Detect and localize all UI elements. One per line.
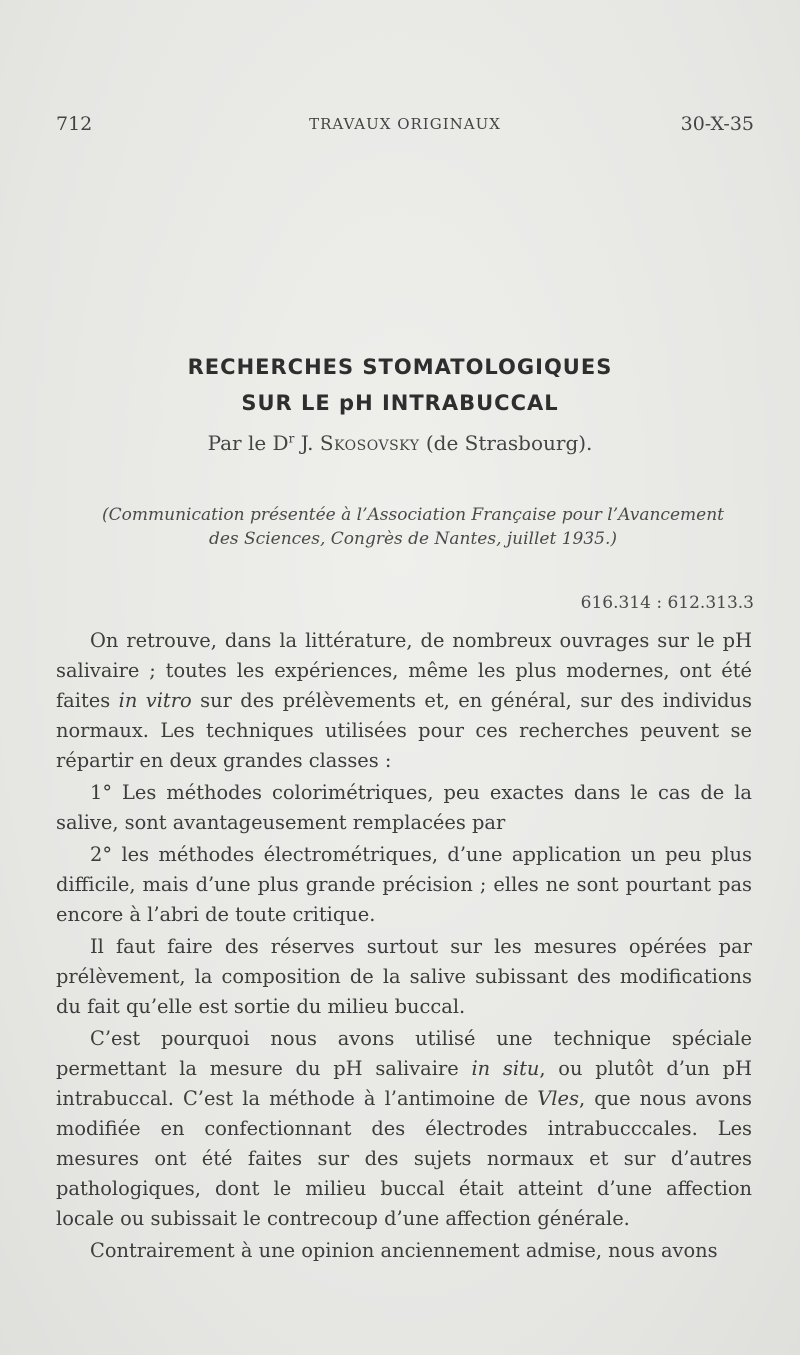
p1-italic: in vitro (118, 689, 192, 712)
p1-text-b: sur des prélèvements et, en général, sur des individus normaux. Les techniques utilisées pour ces recherches peuvent se répartir en deux grandes classes : (56, 689, 752, 772)
page-number: 712 (56, 113, 93, 135)
author-name: Skosovsky (319, 431, 420, 455)
p5-italic-1: in situ (471, 1057, 540, 1080)
author-byline (0, 431, 800, 455)
paragraph-3: 2° les méthodes électrométriques, d’une application un peu plus difficile, mais d’une plus grande précision ; elles ne sont pourtant pas encore à l’abri de toute critique. (56, 843, 752, 926)
p1-text-a: On retrouve, dans la littérature, de nombreux ouvrages sur le pH salivaire ; toutes les expériences, même les plus modernes, ont été faites (56, 629, 752, 712)
issue-date: 30-X-35 (680, 113, 754, 135)
classification-code: 616.314 : 612.313.3 (580, 593, 754, 613)
communication-note (72, 503, 754, 551)
paragraph-1 (56, 626, 752, 776)
article-title-line-2: SUR LE pH INTRABUCCAL (241, 391, 559, 415)
paragraph-6: Contrairement à une opinion anciennement admise, nous avons (90, 1239, 718, 1262)
p5-italic-2: Vles (537, 1087, 579, 1110)
byline-initial: J. (300, 431, 314, 455)
paragraph-4: Il faut faire des réserves surtout sur les mesures opérées par prélèvement, la composition de la salive subissant des modifications du fait qu’elle est sortie du milieu buccal. (56, 935, 752, 1018)
p5-text-c: , que nous avons modifiée en confectionnant des électrodes intrabucccales. Les mesures ont été faites sur des sujets normaux et sur d’autres pathologiques, dont le milieu buccal était atteint d’une affection locale ou subissait le contrecoup d’une affection générale. (56, 1087, 752, 1230)
article-body (56, 626, 752, 1266)
p5-text-a: C’est pourquoi nous avons utilisé une technique spéciale permettant la mesure du pH salivaire (56, 1027, 752, 1080)
paragraph-2: 1° Les méthodes colorimétriques, peu exactes dans le cas de la salive, sont avantageusement remplacées par (56, 781, 752, 834)
paragraph-5 (56, 1024, 752, 1234)
communication-line-1: (Communication présentée à l’Association Française pour l’Avancement (102, 505, 724, 525)
byline-sup: r (288, 431, 295, 446)
communication-line-2: des Sciences, Congrès de Nantes, juillet 1935.) (208, 529, 618, 549)
byline-prefix: Par le D (207, 431, 289, 455)
running-title: TRAVAUX ORIGINAUX (309, 115, 501, 133)
byline-affiliation: (de Strasbourg). (425, 431, 593, 455)
article-title-line-1: RECHERCHES STOMATOLOGIQUES (187, 355, 613, 379)
running-header (56, 113, 754, 143)
p5-text-b: , ou plutôt d’un pH intrabuccal. C’est la méthode à l’antimoine de (56, 1057, 752, 1110)
